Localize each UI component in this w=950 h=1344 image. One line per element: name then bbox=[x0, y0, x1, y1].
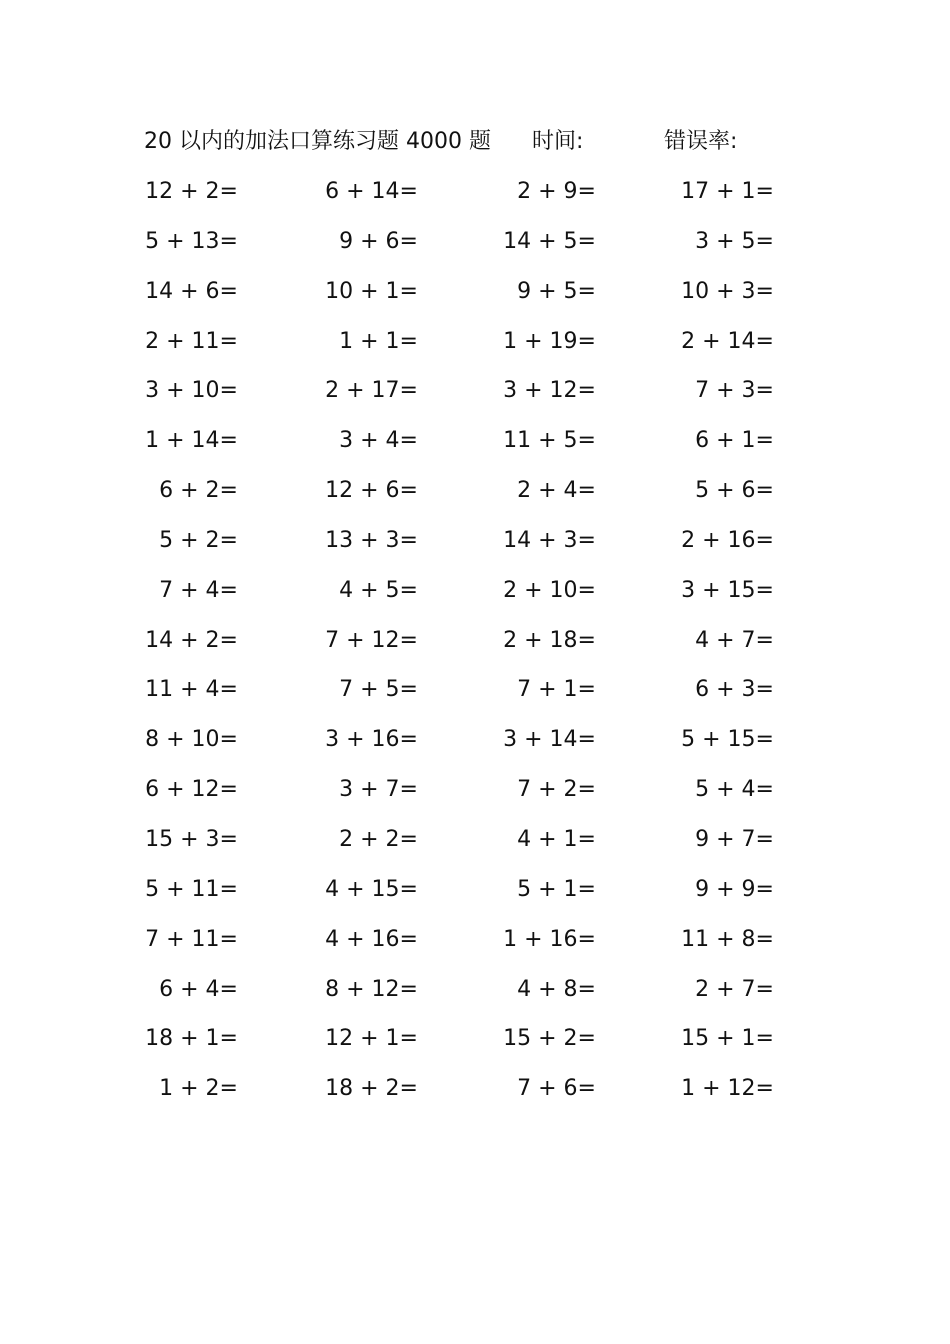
problem-row bbox=[0, 621, 950, 671]
addition-problem: 7 + 11= bbox=[145, 926, 238, 952]
addition-problem: 14 + 6= bbox=[145, 278, 238, 304]
addition-problem: 2 + 18= bbox=[503, 627, 596, 653]
addition-problem: 5 + 6= bbox=[695, 478, 774, 504]
error-rate-label: 错误率: bbox=[664, 129, 738, 154]
addition-problem: 7 + 1= bbox=[517, 677, 596, 703]
addition-problem: 2 + 7= bbox=[695, 976, 774, 1002]
addition-problem: 12 + 1= bbox=[325, 1026, 418, 1052]
addition-problem: 2 + 16= bbox=[681, 527, 774, 553]
addition-problem: 5 + 11= bbox=[145, 876, 238, 902]
addition-problem: 1 + 2= bbox=[159, 1076, 238, 1102]
problem-row bbox=[0, 471, 950, 521]
addition-problem: 2 + 17= bbox=[325, 378, 418, 404]
addition-problem: 4 + 1= bbox=[517, 826, 596, 852]
problem-row bbox=[0, 371, 950, 421]
addition-problem: 14 + 2= bbox=[145, 627, 238, 653]
addition-problem: 7 + 4= bbox=[159, 577, 238, 603]
addition-problem: 18 + 1= bbox=[145, 1026, 238, 1052]
problem-row bbox=[0, 720, 950, 770]
addition-problem: 1 + 16= bbox=[503, 926, 596, 952]
problem-grid bbox=[0, 172, 950, 1119]
worksheet-title: 20 以内的加法口算练习题 4000 题 bbox=[144, 129, 491, 154]
addition-problem: 11 + 4= bbox=[145, 677, 238, 703]
addition-problem: 7 + 3= bbox=[695, 378, 774, 404]
problem-row bbox=[0, 870, 950, 920]
problem-row bbox=[0, 770, 950, 820]
problem-row bbox=[0, 272, 950, 322]
addition-problem: 2 + 4= bbox=[517, 478, 596, 504]
addition-problem: 2 + 14= bbox=[681, 328, 774, 354]
addition-problem: 1 + 12= bbox=[681, 1076, 774, 1102]
problem-row bbox=[0, 421, 950, 471]
problem-row bbox=[0, 920, 950, 970]
addition-problem: 9 + 7= bbox=[695, 826, 774, 852]
addition-problem: 7 + 12= bbox=[325, 627, 418, 653]
addition-problem: 5 + 13= bbox=[145, 228, 238, 254]
addition-problem: 11 + 5= bbox=[503, 428, 596, 454]
problem-row bbox=[0, 172, 950, 222]
problem-row bbox=[0, 1069, 950, 1119]
addition-problem: 5 + 15= bbox=[681, 727, 774, 753]
addition-problem: 3 + 12= bbox=[503, 378, 596, 404]
addition-problem: 15 + 2= bbox=[503, 1026, 596, 1052]
addition-problem: 12 + 6= bbox=[325, 478, 418, 504]
addition-problem: 10 + 1= bbox=[325, 278, 418, 304]
addition-problem: 1 + 19= bbox=[503, 328, 596, 354]
addition-problem: 4 + 8= bbox=[517, 976, 596, 1002]
addition-problem: 13 + 3= bbox=[325, 527, 418, 553]
addition-problem: 6 + 14= bbox=[325, 179, 418, 204]
addition-problem: 1 + 1= bbox=[339, 328, 418, 354]
addition-problem: 6 + 2= bbox=[159, 478, 238, 504]
problem-row bbox=[0, 322, 950, 372]
problem-row bbox=[0, 222, 950, 272]
addition-problem: 5 + 2= bbox=[159, 527, 238, 553]
addition-problem: 12 + 2= bbox=[145, 179, 238, 204]
addition-problem: 7 + 2= bbox=[517, 777, 596, 803]
addition-problem: 3 + 16= bbox=[325, 727, 418, 753]
addition-problem: 9 + 9= bbox=[695, 876, 774, 902]
addition-problem: 5 + 4= bbox=[695, 777, 774, 803]
addition-problem: 8 + 12= bbox=[325, 976, 418, 1002]
addition-problem: 2 + 11= bbox=[145, 328, 238, 354]
addition-problem: 5 + 1= bbox=[517, 876, 596, 902]
addition-problem: 3 + 7= bbox=[339, 777, 418, 803]
addition-problem: 4 + 5= bbox=[339, 577, 418, 603]
addition-problem: 10 + 3= bbox=[681, 278, 774, 304]
addition-problem: 4 + 7= bbox=[695, 627, 774, 653]
addition-problem: 6 + 1= bbox=[695, 428, 774, 454]
addition-problem: 17 + 1= bbox=[681, 179, 774, 204]
addition-problem: 4 + 16= bbox=[325, 926, 418, 952]
addition-problem: 8 + 10= bbox=[145, 727, 238, 753]
addition-problem: 6 + 12= bbox=[145, 777, 238, 803]
problem-row bbox=[0, 1019, 950, 1069]
addition-problem: 15 + 3= bbox=[145, 826, 238, 852]
addition-problem: 9 + 6= bbox=[339, 228, 418, 254]
addition-problem: 7 + 5= bbox=[339, 677, 418, 703]
problem-row bbox=[0, 970, 950, 1020]
addition-problem: 11 + 8= bbox=[681, 926, 774, 952]
addition-problem: 2 + 9= bbox=[517, 179, 596, 204]
addition-problem: 15 + 1= bbox=[681, 1026, 774, 1052]
addition-problem: 14 + 5= bbox=[503, 228, 596, 254]
addition-problem: 2 + 10= bbox=[503, 577, 596, 603]
problem-row bbox=[0, 670, 950, 720]
problem-row bbox=[0, 571, 950, 621]
addition-problem: 6 + 3= bbox=[695, 677, 774, 703]
addition-problem: 2 + 2= bbox=[339, 826, 418, 852]
addition-problem: 3 + 15= bbox=[681, 577, 774, 603]
problem-row bbox=[0, 521, 950, 571]
addition-problem: 9 + 5= bbox=[517, 278, 596, 304]
addition-problem: 3 + 4= bbox=[339, 428, 418, 454]
addition-problem: 6 + 4= bbox=[159, 976, 238, 1002]
addition-problem: 1 + 14= bbox=[145, 428, 238, 454]
addition-problem: 3 + 5= bbox=[695, 228, 774, 254]
addition-problem: 18 + 2= bbox=[325, 1076, 418, 1102]
addition-problem: 14 + 3= bbox=[503, 527, 596, 553]
problem-row bbox=[0, 820, 950, 870]
addition-problem: 3 + 14= bbox=[503, 727, 596, 753]
addition-problem: 3 + 10= bbox=[145, 378, 238, 404]
time-label: 时间: bbox=[532, 129, 584, 154]
worksheet-header bbox=[0, 124, 950, 160]
addition-problem: 7 + 6= bbox=[517, 1076, 596, 1102]
addition-problem: 4 + 15= bbox=[325, 876, 418, 902]
